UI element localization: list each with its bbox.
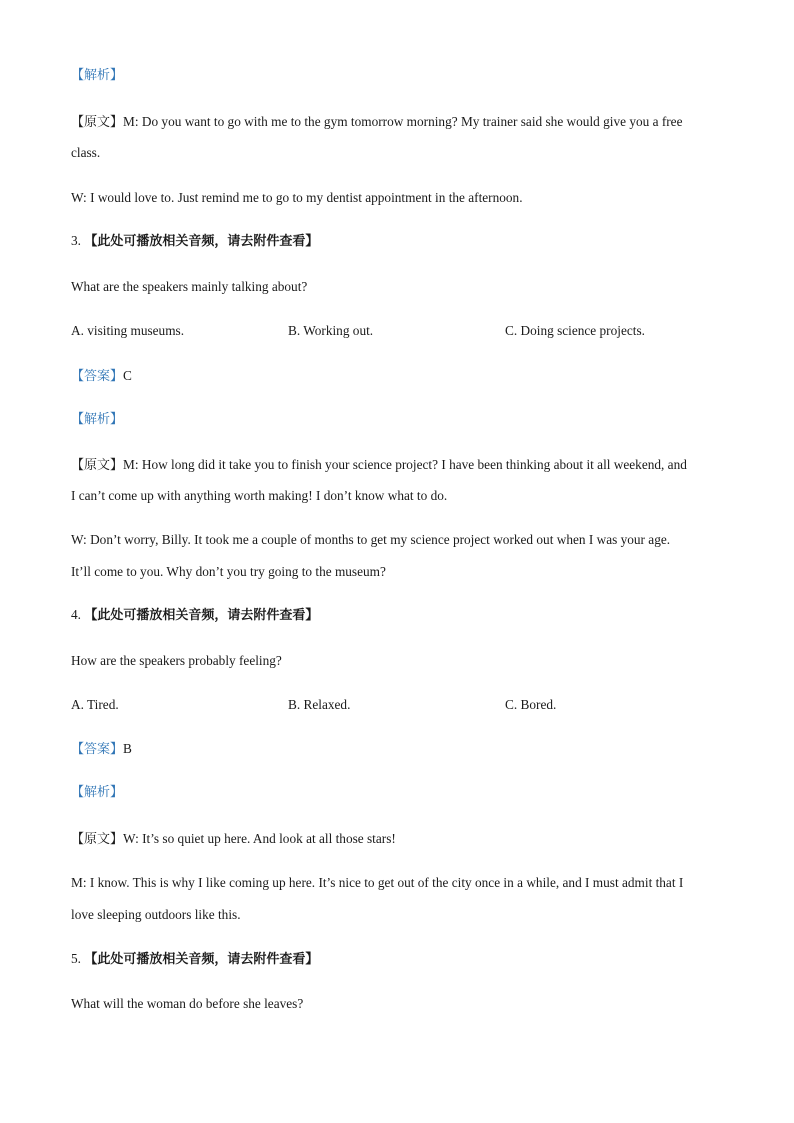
transcript-line: W: Don’t worry, Billy. It took me a couple of months to get my science project worked out when I was your age.	[71, 532, 671, 547]
transcript-text: M: How long did it take you to finish your science project? I have been thinking about it all weekend, and	[123, 457, 687, 472]
question-4-text: How are the speakers probably feeling?	[71, 653, 282, 668]
option-b: B. Relaxed.	[288, 697, 351, 712]
answer-line	[71, 740, 721, 759]
transcript-line: W: I would love to. Just remind me to go to my dentist appointment in the afternoon.	[71, 190, 523, 205]
option-c: C. Doing science projects.	[505, 323, 645, 338]
answer-label: 【答案】	[71, 369, 124, 384]
option-c: C. Bored.	[505, 697, 557, 712]
transcript-label: 【原文】	[71, 832, 124, 847]
question-4-audio	[71, 606, 721, 625]
analysis-heading: 【解析】	[71, 785, 124, 800]
transcript-line: It’ll come to you. Why don’t you try going to the museum?	[71, 564, 386, 579]
transcript-line: class.	[71, 145, 101, 160]
analysis-heading: 【解析】	[71, 68, 124, 83]
analysis-heading: 【解析】	[71, 412, 124, 427]
transcript-line: I can’t come up with anything worth making! I don’t know what to do.	[71, 488, 448, 503]
transcript-label: 【原文】	[71, 115, 124, 130]
transcript-line	[71, 113, 721, 132]
answer-value: B	[123, 741, 132, 756]
question-number: 5.	[71, 951, 81, 966]
transcript-line: M: I know. This is why I like coming up here. It’s nice to get out of the city once in a while, and I must admit that I	[71, 875, 684, 890]
transcript-line	[71, 830, 721, 849]
question-5-text: What will the woman do before she leaves?	[71, 996, 304, 1011]
option-a: A. visiting museums.	[71, 323, 185, 338]
question-number: 3.	[71, 233, 81, 248]
transcript-text: M: Do you want to go with me to the gym tomorrow morning? My trainer said she would give you a free	[123, 114, 683, 129]
audio-tag: 【此处可播放相关音频，请去附件查看】	[84, 608, 319, 623]
transcript-line: love sleeping outdoors like this.	[71, 907, 241, 922]
option-a: A. Tired.	[71, 697, 119, 712]
audio-tag: 【此处可播放相关音频，请去附件查看】	[84, 234, 319, 249]
audio-tag: 【此处可播放相关音频，请去附件查看】	[84, 952, 319, 967]
question-3-audio	[71, 232, 721, 251]
answer-value: C	[123, 368, 132, 383]
answer-label: 【答案】	[71, 742, 124, 757]
question-number: 4.	[71, 607, 81, 622]
question-3-text: What are the speakers mainly talking about?	[71, 279, 308, 294]
transcript-text: W: It’s so quiet up here. And look at all those stars!	[123, 831, 396, 846]
transcript-label: 【原文】	[71, 458, 124, 473]
answer-line	[71, 367, 721, 386]
transcript-line	[71, 456, 721, 475]
question-5-audio	[71, 950, 721, 969]
option-b: B. Working out.	[288, 323, 374, 338]
